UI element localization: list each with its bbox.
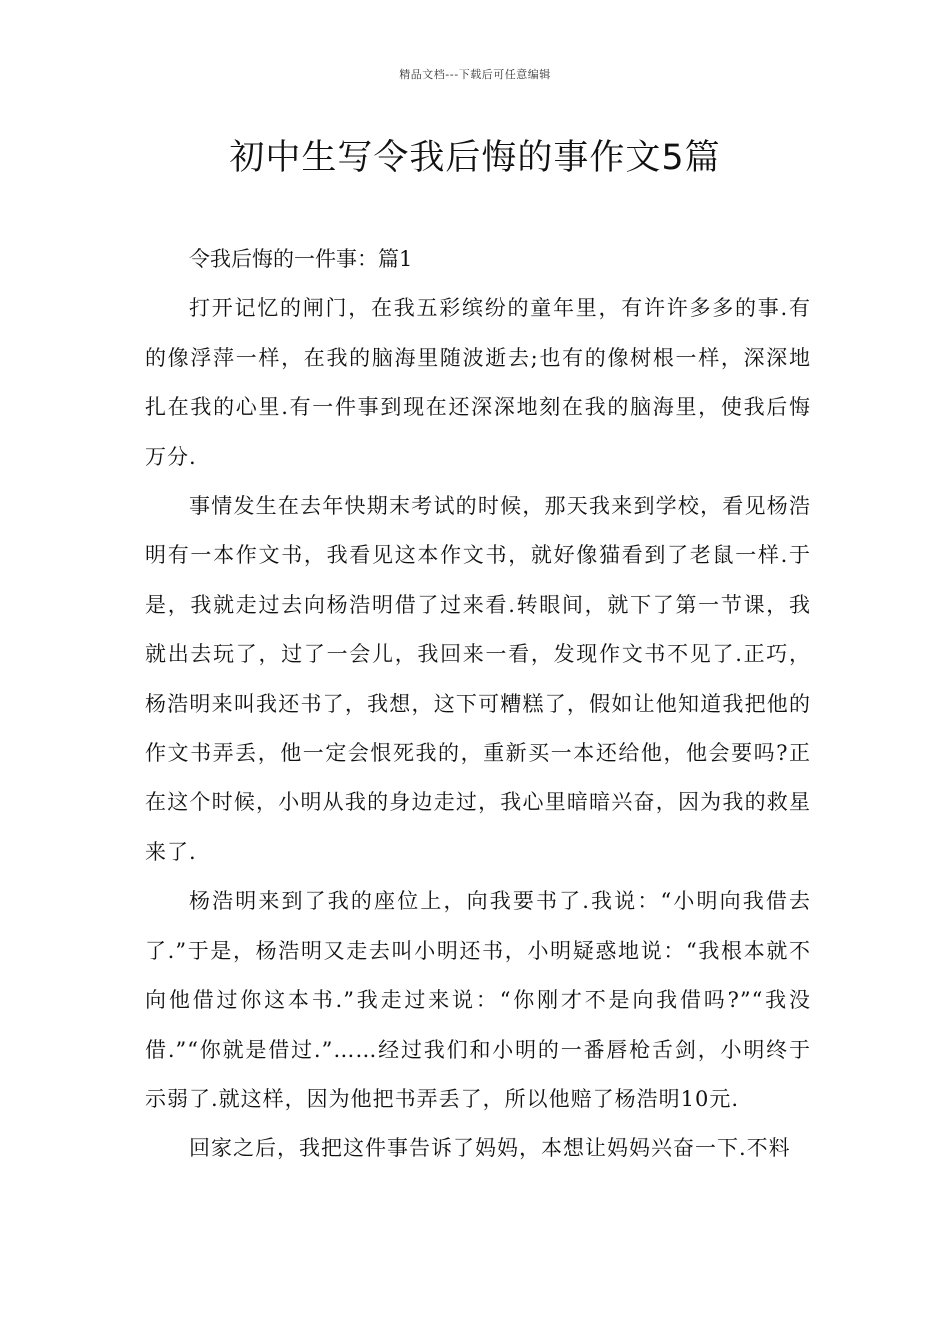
document-body [145,235,811,1174]
paragraph-2: 事情发生在去年快期末考试的时候，那天我来到学校，看见杨浩明有一本作文书，我看见这本作文书，就好像猫看到了老鼠一样.于是，我就走过去向杨浩明借了过来看.转眼间，就下了第一节课，我就出去玩了，过了一会儿，我回来一看，发现作文书不见了.正巧，杨浩明来叫我还书了，我想，这下可糟糕了，假如让他知道我把他的作文书弄丢，他一定会恨死我的，重新买一本还给他，他会要吗?正在这个时候，小明从我的身边走过，我心里暗暗兴奋，因为我的救星来了. [145,494,811,864]
paragraph-3: 杨浩明来到了我的座位上，向我要书了.我说：“小明向我借去了.”于是，杨浩明又走去叫小明还书，小明疑惑地说：“我根本就不向他借过你这本书.”我走过来说：“你刚才不是向我借吗?”“我没借.”“你就是借过.”……经过我们和小明的一番唇枪舌剑，小明终于示弱了.就这样，因为他把书弄丢了，所以他赔了杨浩明10元. [145,889,811,1111]
paragraph-1: 打开记忆的闸门，在我五彩缤纷的童年里，有许许多多的事.有的像浮萍一样，在我的脑海里随波逝去;也有的像树根一样，深深地扎在我的心里.有一件事到现在还深深地刻在我的脑海里，使我后悔万分. [145,296,811,469]
document-title: 初中生写令我后悔的事作文5篇 [229,138,721,178]
header-note: 精品文档---下载后可任意编辑 [399,68,551,81]
paragraph-4: 回家之后，我把这件事告诉了妈妈，本想让妈妈兴奋一下.不料 [189,1136,791,1161]
section-heading: 令我后悔的一件事：篇1 [189,247,413,271]
